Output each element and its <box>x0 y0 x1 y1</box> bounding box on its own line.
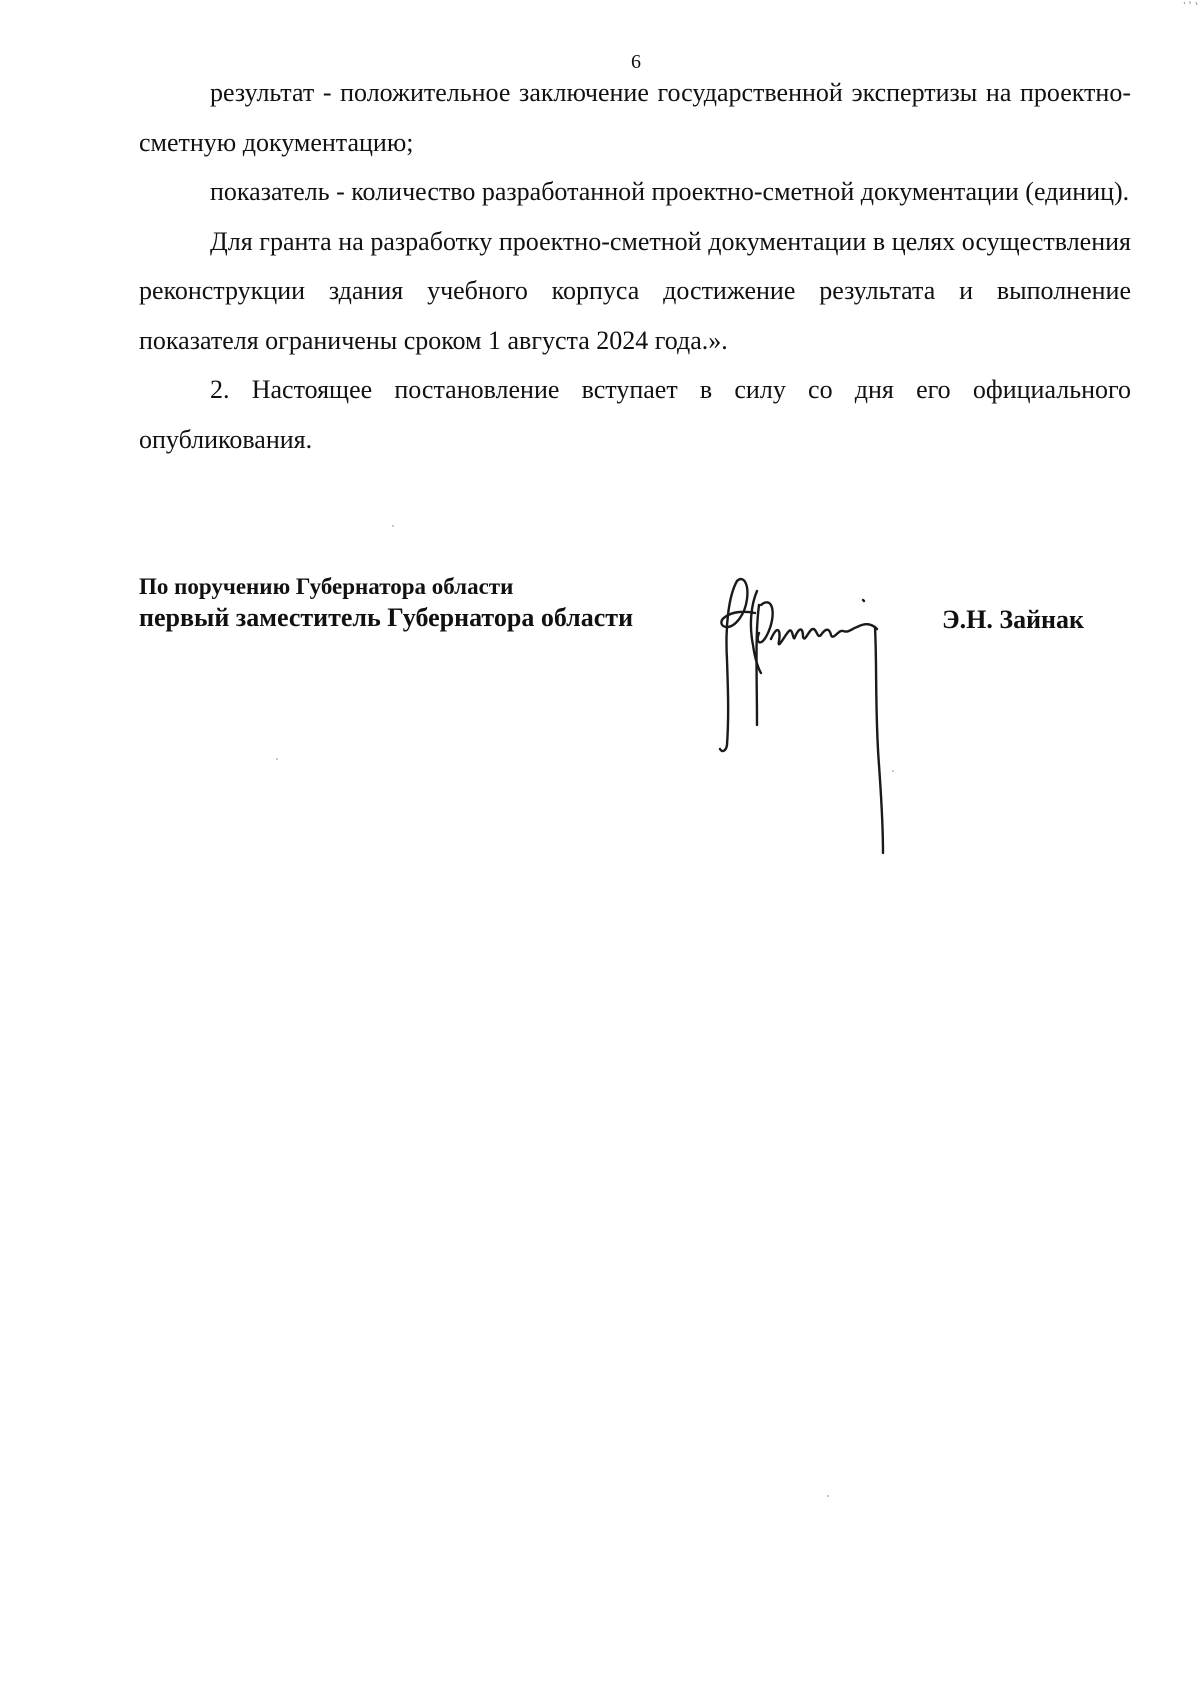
scan-edge-marks <box>1180 0 1200 6</box>
body-text <box>139 68 1131 464</box>
scan-speck <box>892 770 894 772</box>
paragraph-effective-date: 2. Настоящее постановление вступает в силу со дня его официального опубликования. <box>139 375 1131 454</box>
page-number: 6 <box>631 51 641 73</box>
scan-speck <box>276 758 278 760</box>
signatory-name: Э.Н. Зайнак <box>942 605 1085 634</box>
signatory-title <box>139 572 633 634</box>
signatory-line-1: По поручению Губернатора области <box>139 574 514 599</box>
signatory-line-2: первый заместитель Губернатора области <box>139 603 634 632</box>
handwritten-signature <box>715 565 915 865</box>
paragraph-result: результат - положительное заключение государственной экспертизы на проектно-сметную документацию; <box>139 78 1131 157</box>
scan-speck <box>827 1495 829 1497</box>
scan-speck <box>392 525 394 527</box>
paragraph-grant: Для гранта на разработку проектно-сметной документации в целях осуществления реконструкции здания учебного корпуса достижение результата и выполнение показателя ограничены сроком 1 августа 2024 года.». <box>139 226 1131 355</box>
paragraph-indicator: показатель - количество разработанной проектно-сметной документации (единиц). <box>210 177 1130 206</box>
